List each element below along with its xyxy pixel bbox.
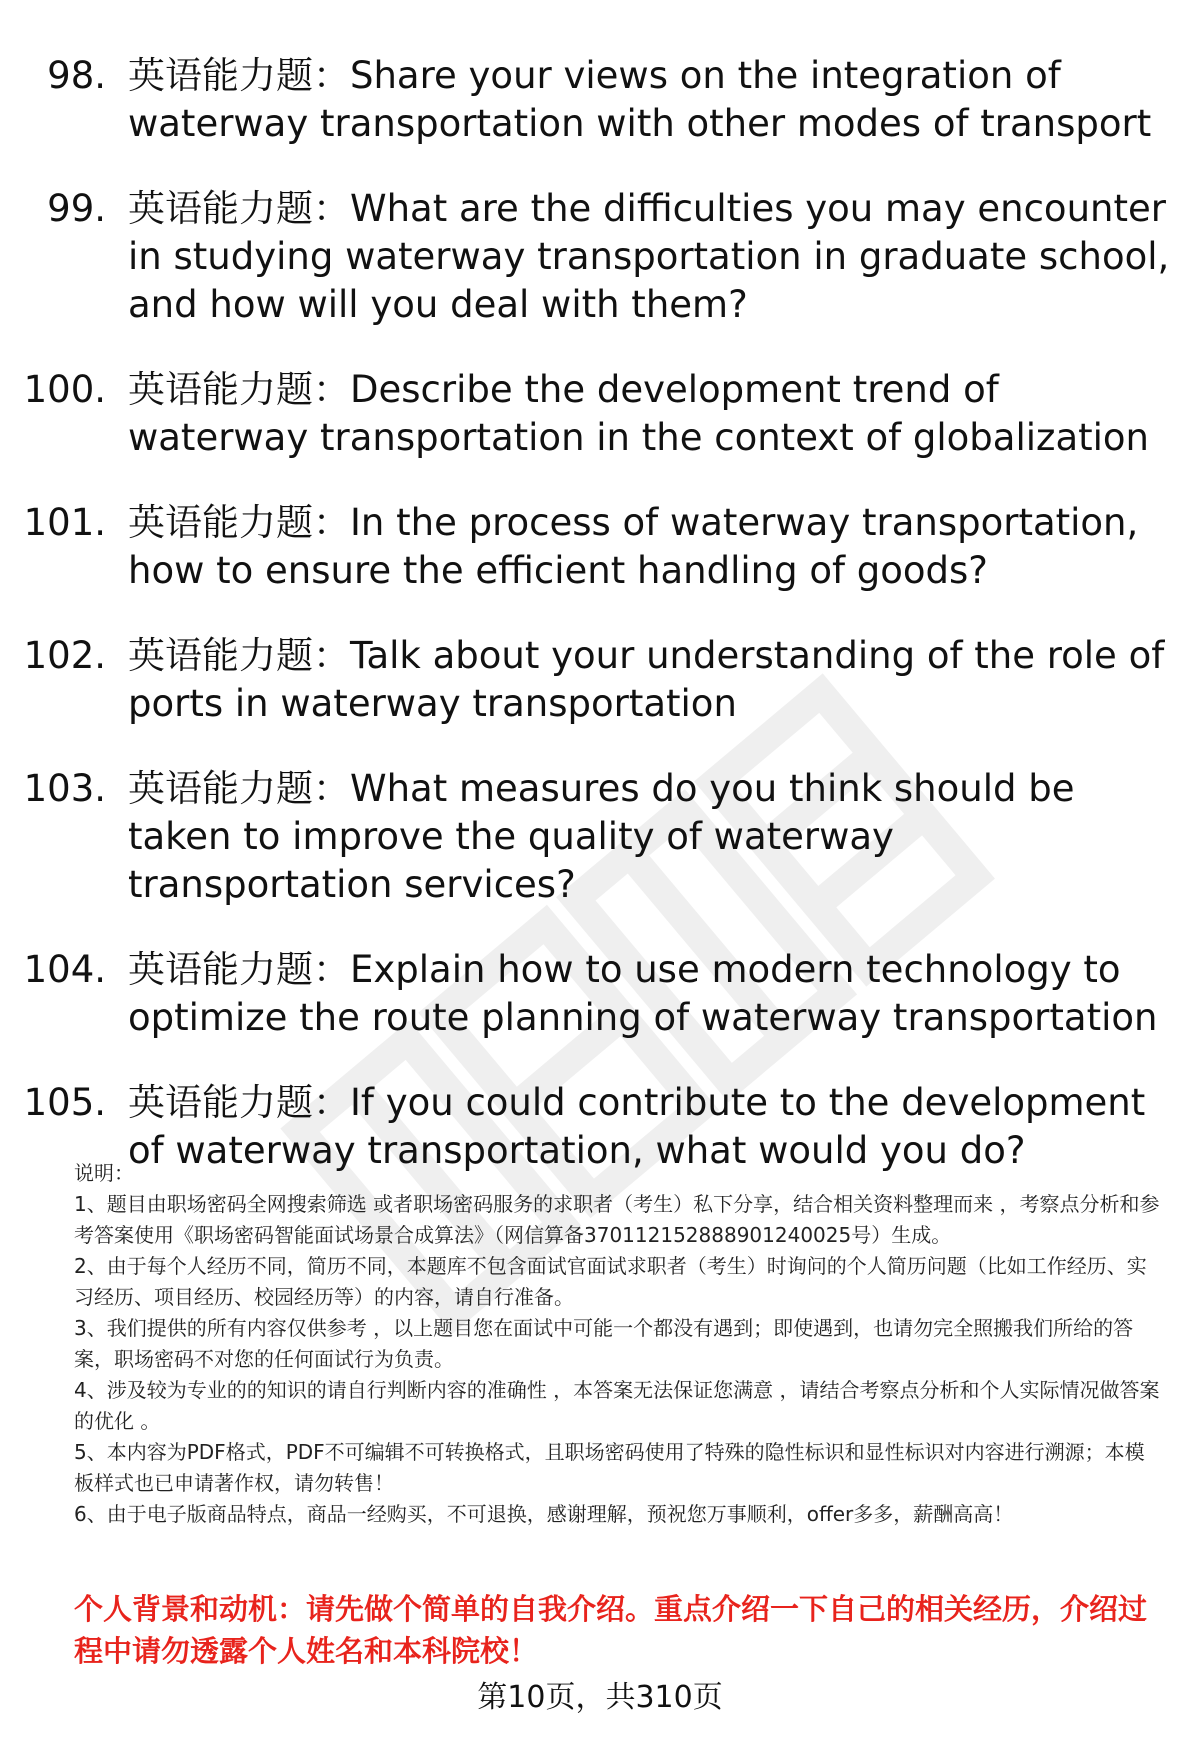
question-item — [0, 52, 1200, 148]
personal-background-prompt: 个人背景和动机：请先做个简单的自我介绍。重点介绍一下自己的相关经历，介绍过程中请勿透露个人姓名和本科院校！ — [74, 1592, 1148, 1668]
question-item — [0, 946, 1200, 1042]
question-text: If you could contribute to the development of waterway transportation, what would you do? — [128, 1081, 1146, 1172]
question-number: 101. — [23, 501, 106, 544]
question-item — [0, 765, 1200, 909]
question-category: 英语能力题： — [128, 501, 350, 544]
note-item: 3、我们提供的所有内容仅供参考 ，以上题目您在面试中可能一个都没有遇到；即使遇到，也请勿完全照搬我们所给的答案，职场密码不对您的任何面试行为负责。 — [74, 1316, 1134, 1371]
question-category: 英语能力题： — [128, 54, 350, 97]
question-category: 英语能力题： — [128, 187, 350, 230]
question-number: 104. — [23, 948, 106, 991]
question-number: 100. — [23, 368, 106, 411]
note-item: 5、本内容为PDF格式，PDF不可编辑不可转换格式，且职场密码使用了特殊的隐性标识和显性标识对内容进行溯源；本模板样式也已申请著作权，请勿转售！ — [74, 1440, 1145, 1495]
question-number: 102. — [23, 634, 106, 677]
question-category: 英语能力题： — [128, 767, 350, 810]
page-number: 第10页，共310页 — [477, 1680, 723, 1715]
question-text: Share your views on the integration of waterway transportation with other modes of transport — [128, 54, 1152, 145]
question-text: Describe the development trend of waterway transportation in the context of globalization — [128, 368, 1149, 459]
note-item: 1、题目由职场密码全网搜索筛选 或者职场密码服务的求职者（考生）私下分享，结合相关资料整理而来 ，考察点分析和参考答案使用《职场密码智能面试场景合成算法》（网信算备370112152888901240025号）生成。 — [74, 1192, 1160, 1247]
question-category: 英语能力题： — [128, 634, 350, 677]
question-text: What measures do you think should be taken to improve the quality of waterway transportation services? — [128, 767, 1075, 906]
note-item: 2、由于每个人经历不同，简历不同，本题库不包含面试官面试求职者（考生）时询问的个人简历问题（比如工作经历、实习经历、项目经历、校园经历等）的内容，请自行准备。 — [74, 1254, 1147, 1309]
question-item — [0, 632, 1200, 728]
note-item: 4、涉及较为专业的的知识的请自行判断内容的准确性 ，本答案无法保证您满意 ，请结合考察点分析和个人实际情况做答案的优化 。 — [74, 1378, 1160, 1433]
question-text: What are the difficulties you may encounter in studying waterway transportation in graduate school, and how will you deal with them? — [128, 187, 1170, 326]
question-category: 英语能力题： — [128, 948, 350, 991]
question-item — [0, 366, 1200, 462]
question-text: Explain how to use modern technology to optimize the route planning of waterway transportation — [128, 948, 1158, 1039]
question-text: In the process of waterway transportation, how to ensure the efficient handling of goods? — [128, 501, 1139, 592]
question-text: Talk about your understanding of the role of ports in waterway transportation — [128, 634, 1165, 725]
question-category: 英语能力题： — [128, 368, 350, 411]
question-item — [0, 499, 1200, 595]
notes-heading: 说明： — [74, 1161, 134, 1185]
question-category: 英语能力题： — [128, 1081, 350, 1124]
question-list — [0, 52, 1200, 1212]
question-number: 103. — [23, 767, 106, 810]
note-item: 6、由于电子版商品特点，商品一经购买，不可退换，感谢理解，预祝您万事顺利，offer多多，薪酬高高！ — [74, 1502, 1014, 1526]
question-number: 99. — [47, 187, 106, 230]
question-item — [0, 185, 1200, 329]
notes-section — [74, 1158, 1164, 1530]
question-number: 98. — [47, 54, 106, 97]
question-number: 105. — [23, 1081, 106, 1124]
